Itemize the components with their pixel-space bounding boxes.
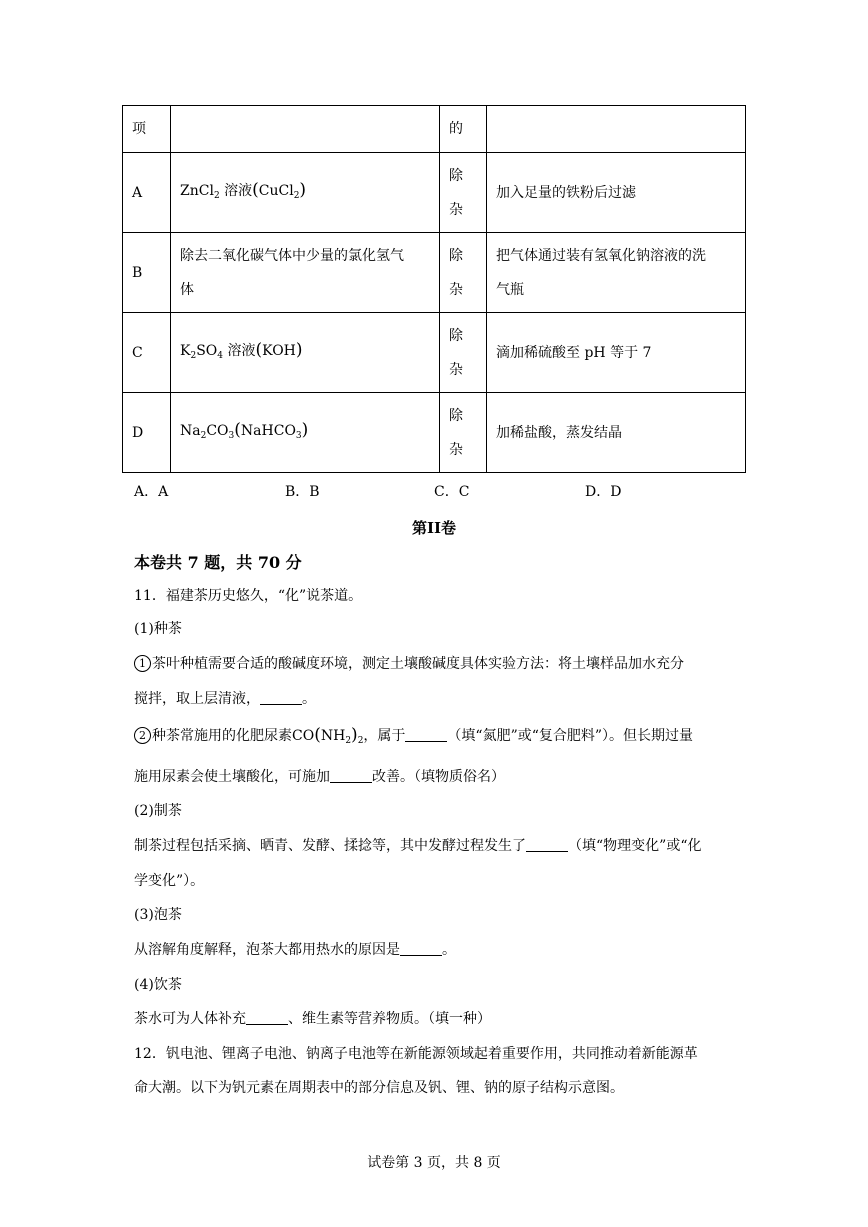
substance-formula: $Na_2CO_3(NaHCO_3)$ <box>171 393 440 473</box>
q11-part1-1-line1: 1 茶叶种植需要合适的酸碱度环境，测定土壤酸碱度具体实验方法：将土壤样品加水充分 <box>134 653 684 673</box>
method-cell: 滴加稀硫酸至 pH 等于 7 <box>487 313 746 393</box>
page-footer: 试卷第 3 页，共 8 页 <box>367 1155 501 1171</box>
choice-b[interactable]: B．B <box>285 484 320 500</box>
q11-part2: (2)制茶 <box>134 803 182 819</box>
purpose-cell: 除 杂 <box>440 233 487 313</box>
q11-title: 11．福建茶历史悠久，“化”说茶道。 <box>134 588 363 604</box>
answer-blank[interactable] <box>246 1010 288 1025</box>
table-row <box>123 313 746 393</box>
purpose-cell: 除 杂 <box>440 393 487 473</box>
header-cell-item: 项 <box>123 106 171 153</box>
answer-blank[interactable] <box>330 768 372 783</box>
answer-blank[interactable] <box>405 727 447 742</box>
header-cell-substance <box>171 106 440 153</box>
row-key: D <box>123 393 171 473</box>
choice-c[interactable]: C．C <box>434 484 470 500</box>
answer-blank[interactable] <box>400 941 442 956</box>
q11-part3: (3)泡茶 <box>134 907 182 923</box>
q11-part1: (1)种茶 <box>134 621 182 637</box>
q12-line1: 12．钒电池、锂离子电池、钠离子电池等在新能源领域起着重要作用，共同推动着新能源革 <box>134 1046 698 1062</box>
table-row <box>123 393 746 473</box>
q11-part2-line1: 制茶过程包括采摘、晒青、发酵、揉捻等，其中发酵过程发生了 （填“物理变化”或“化 <box>134 838 702 854</box>
q11-part2-line2: 学变化”）。 <box>134 873 205 889</box>
circled-two-icon: 2 <box>134 727 151 744</box>
choice-d[interactable]: D．D <box>585 484 622 500</box>
answer-blank[interactable] <box>260 690 302 705</box>
q11-part1-1-line2: 搅拌，取上层清液， 。 <box>134 691 316 707</box>
options-table <box>122 105 746 473</box>
substance-cell: 除去二氧化碳气体中少量的氯化氢气 体 <box>171 233 440 313</box>
method-cell: 把气体通过装有氢氧化钠溶液的洗 气瓶 <box>487 233 746 313</box>
choice-a[interactable]: A．A <box>134 484 169 500</box>
answer-blank[interactable] <box>526 837 568 852</box>
q11-part1-2-line1: 2 种茶常施用的化肥尿素$CO(NH_2)_2$，属于 （填“氮肥”或“复合肥料”）。但长期过量 <box>134 725 693 746</box>
method-cell: 加稀盐酸，蒸发结晶 <box>487 393 746 473</box>
row-key: C <box>123 313 171 393</box>
circled-one-icon: 1 <box>134 655 151 672</box>
urea-formula: $CO(NH_2)_2$ <box>292 725 364 746</box>
section-note: 本卷共 7 题，共 70 分 <box>134 553 302 572</box>
substance-formula: $K_2SO_4$ 溶液(KOH) <box>171 313 440 393</box>
row-key: B <box>123 233 171 313</box>
q11-part4: (4)饮茶 <box>134 977 182 993</box>
table-row <box>123 233 746 313</box>
purpose-cell: 除 杂 <box>440 153 487 233</box>
section-title: 第II卷 <box>411 519 457 537</box>
substance-formula: ZnCl$_2$ 溶液(CuCl$_2$) <box>171 153 440 233</box>
table-row <box>123 153 746 233</box>
header-cell-purpose: 的 <box>440 106 487 153</box>
purpose-cell: 除 杂 <box>440 313 487 393</box>
q11-part1-2-line2: 施用尿素会使土壤酸化，可施加 改善。（填物质俗名） <box>134 769 505 785</box>
method-cell: 加入足量的铁粉后过滤 <box>487 153 746 233</box>
row-key: A <box>123 153 171 233</box>
q11-part4-line1: 茶水可为人体补充 、维生素等营养物质。（填一种） <box>134 1011 491 1027</box>
q12-line2: 命大潮。以下为钒元素在周期表中的部分信息及钒、锂、钠的原子结构示意图。 <box>134 1080 624 1096</box>
header-cell-method <box>487 106 746 153</box>
q11-part3-line1: 从溶解角度解释，泡茶大都用热水的原因是 。 <box>134 942 456 958</box>
